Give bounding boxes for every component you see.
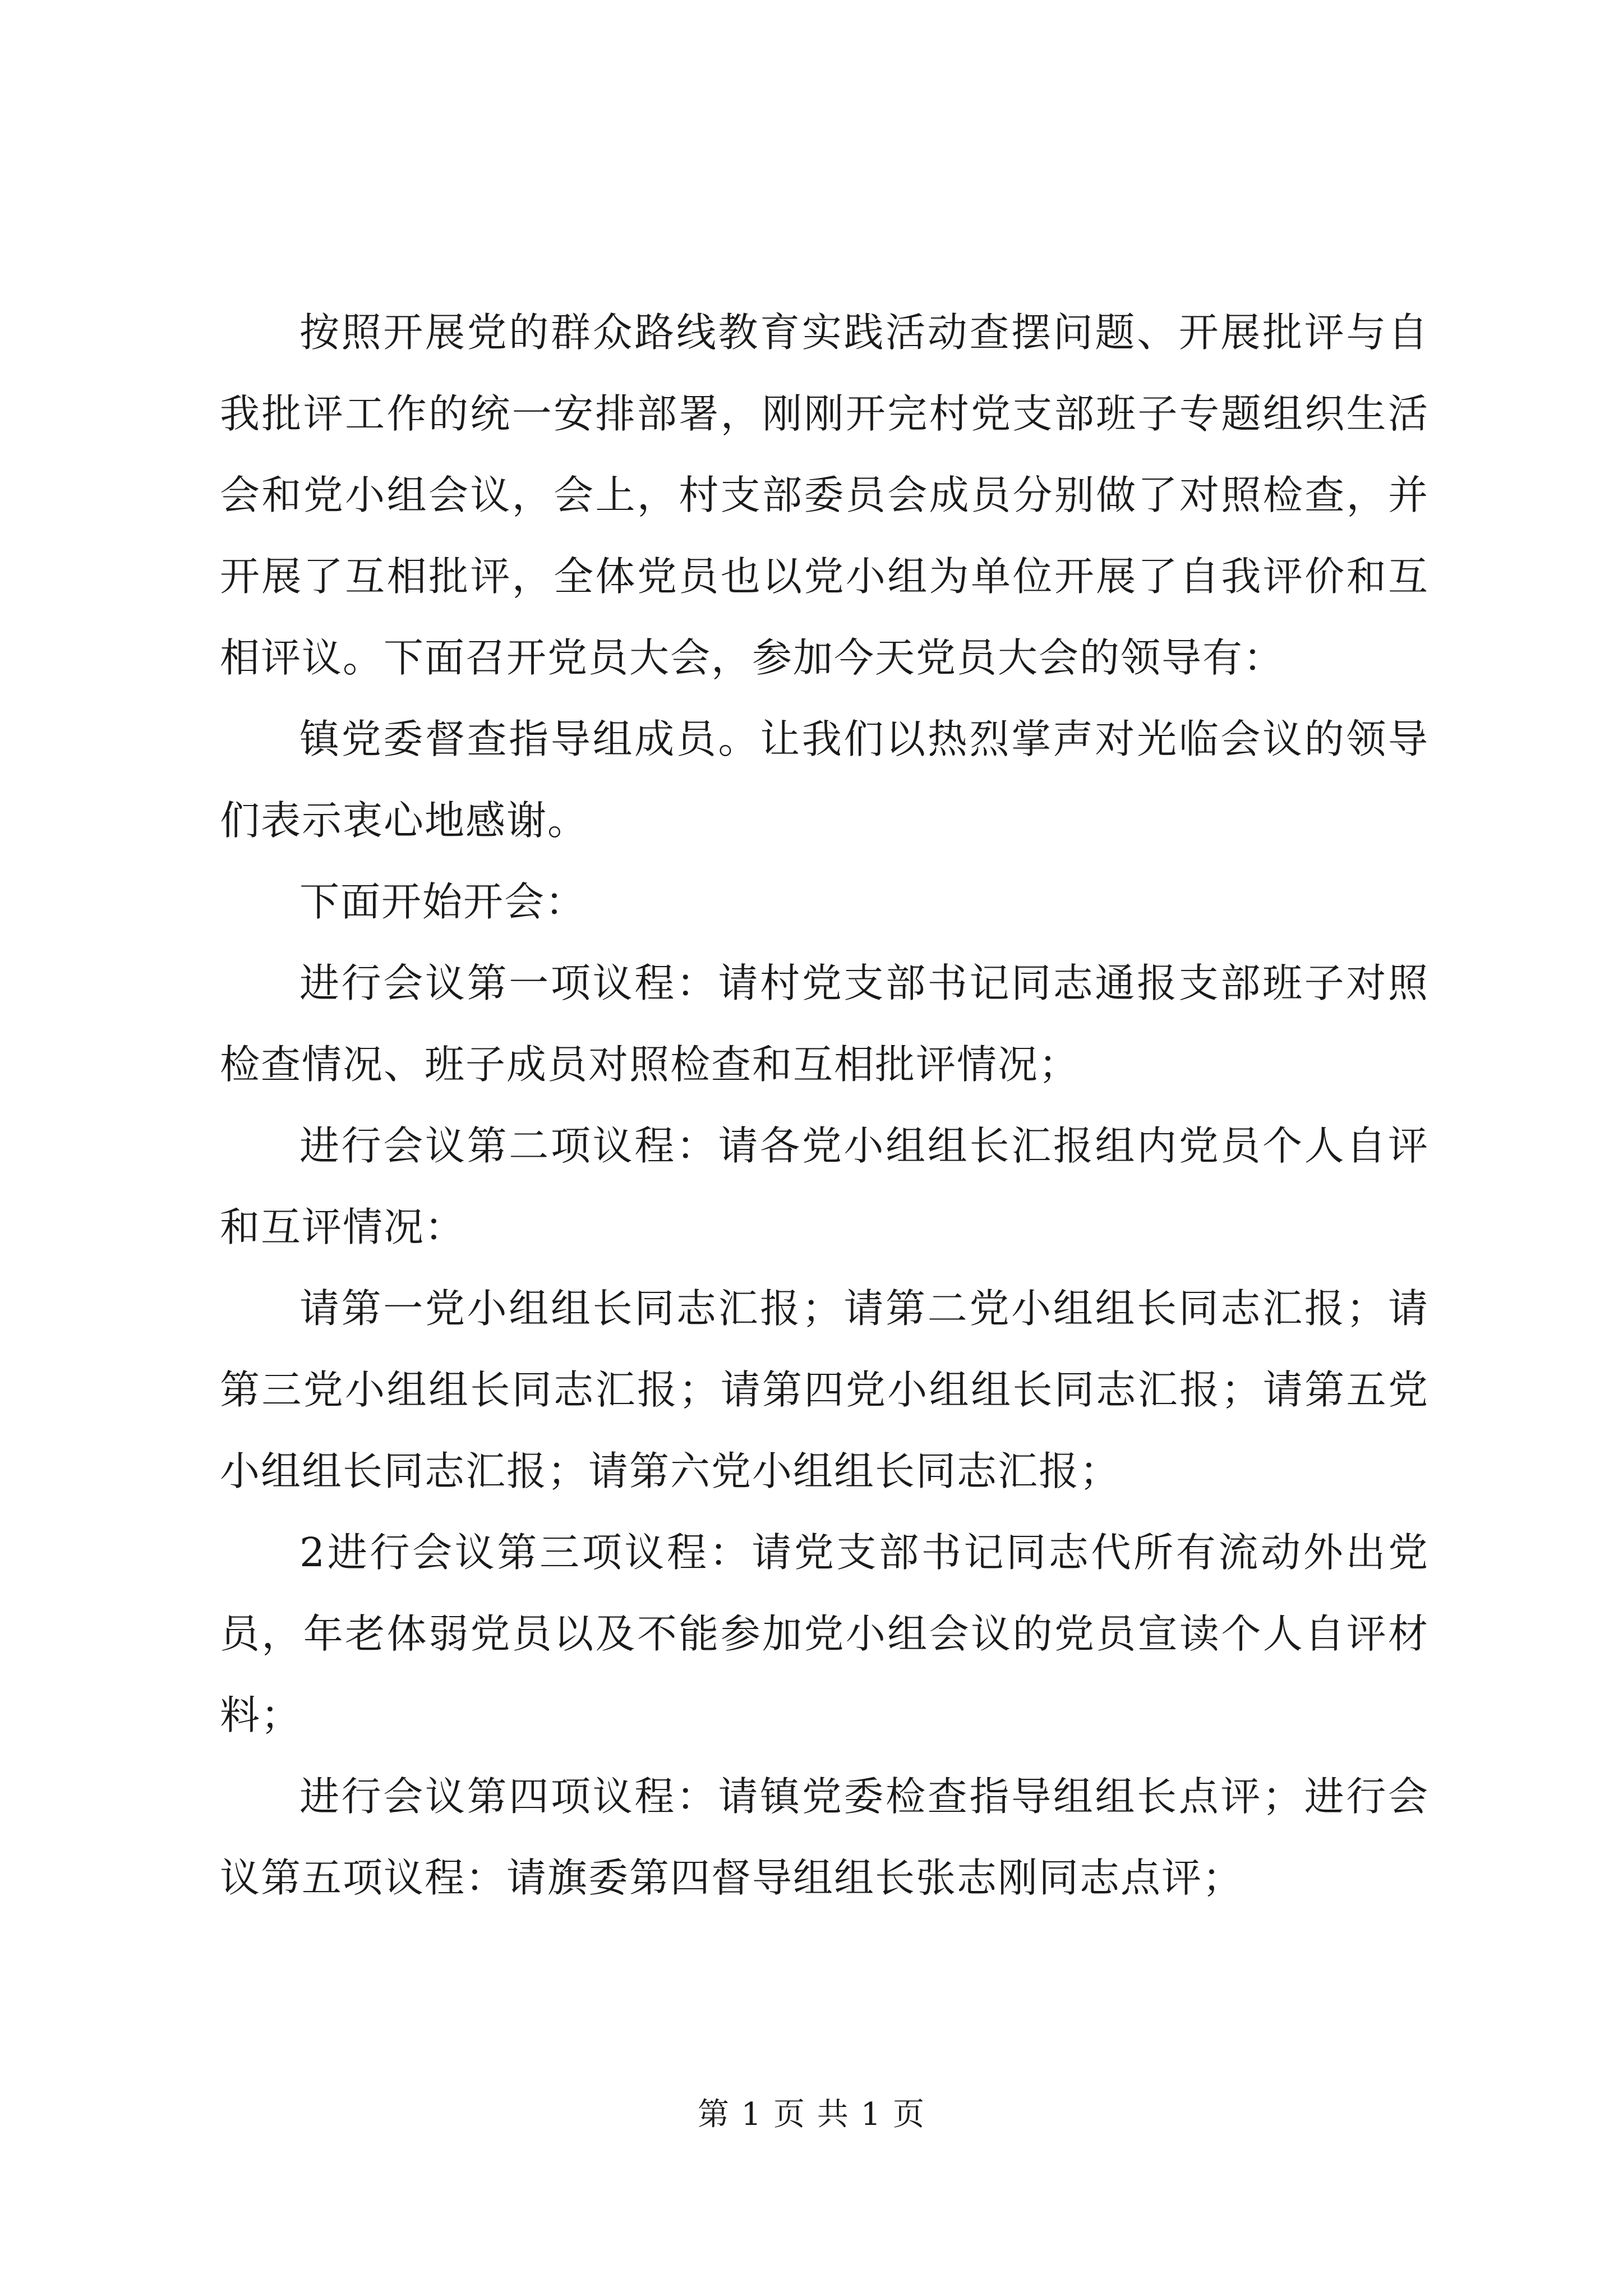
paragraph-agenda-4-5: 进行会议第四项议程：请镇党委检查指导组组长点评；进行会议第五项议程：请旗委第四督导组组长张志刚同志点评；: [220, 1773, 1429, 1901]
page-number-footer: 第 1 页 共 1 页: [697, 2096, 926, 2133]
paragraph-intro: 按照开展党的群众路线教育实践活动查摆问题、开展批评与自我批评工作的统一安排部署，刚刚开完村党支部班子专题组织生活会和党小组会议，会上，村支部委员会成员分别做了对照检查，并开展了互相批评，全体党员也以党小组为单位开展了自我评价和互相评议。下面召开党员大会，参加今天党员大会的领导有：: [220, 309, 1429, 681]
paragraph-start: 下面开始开会：: [299, 878, 587, 925]
paragraph-agenda-3: 2进行会议第三项议程：请党支部书记同志代所有流动外出党员，年老体弱党员以及不能参加党小组会议的党员宣读个人自评材料；: [220, 1529, 1429, 1738]
paragraph-leaders: 镇党委督查指导组成员。让我们以热烈掌声对光临会议的领导们表示衷心地感谢。: [220, 716, 1429, 844]
document-body: [220, 292, 1429, 1918]
paragraph-agenda-2: 进行会议第二项议程：请各党小组组长汇报组内党员个人自评和互评情况：: [220, 1122, 1429, 1250]
paragraph-agenda-1: 进行会议第一项议程：请村党支部书记同志通报支部班子对照检查情况、班子成员对照检查和互相批评情况；: [220, 960, 1429, 1088]
paragraph-group-reports: 请第一党小组组长同志汇报；请第二党小组组长同志汇报；请第三党小组组长同志汇报；请第四党小组组长同志汇报；请第五党小组组长同志汇报；请第六党小组组长同志汇报；: [220, 1285, 1429, 1494]
